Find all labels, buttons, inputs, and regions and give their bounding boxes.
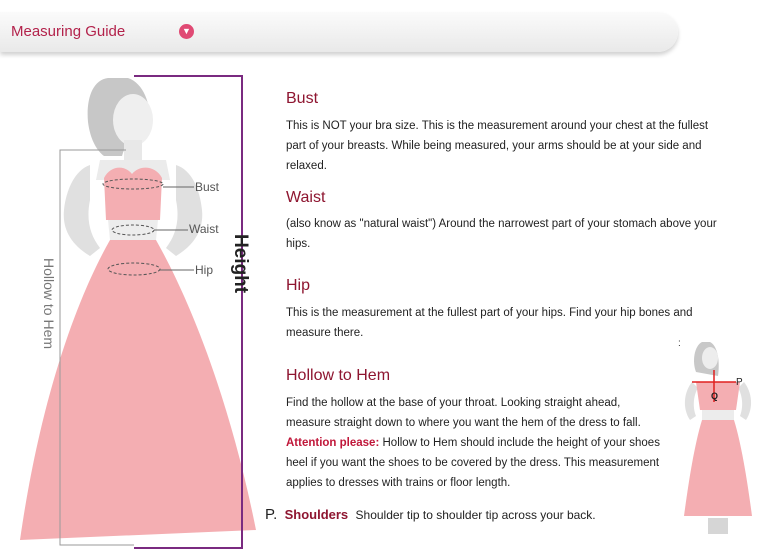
header-bar	[0, 12, 678, 52]
small-face-shape	[702, 347, 718, 369]
hip-title: Hip	[286, 277, 311, 294]
header-title: Measuring Guide	[11, 23, 126, 40]
small-dress-figure	[678, 336, 768, 536]
waist-shape	[108, 220, 158, 240]
shoulders-text: Shoulder tip to shoulder tip across your back.	[355, 508, 596, 522]
arms-shape-right	[166, 165, 202, 256]
waist-title: Waist	[286, 189, 326, 206]
hollow-text: Find the hollow at the base of your throat. Looking straight ahead, measure straight down to where you want the hem of the dress to fall.	[286, 397, 641, 429]
chevron-down-icon[interactable]: ▼	[179, 24, 194, 39]
q-label: Q	[711, 391, 719, 401]
shoulders-line	[265, 506, 596, 523]
stray-mark: :	[678, 338, 681, 349]
hollow-text-block	[286, 393, 666, 493]
p-label: P	[736, 377, 743, 388]
attention-label: Attention please:	[286, 437, 380, 449]
shoulders-title: Shoulders	[284, 507, 349, 522]
small-skirt	[684, 420, 752, 516]
small-arms-shape	[685, 382, 698, 420]
hollow-title: Hollow to Hem	[286, 367, 391, 384]
face-shape	[113, 94, 153, 146]
bodice-shape	[104, 168, 162, 220]
arms-shape	[64, 165, 100, 256]
small-shoes	[708, 518, 728, 534]
small-waist	[702, 410, 734, 420]
hollow-to-hem-label: Hollow to Hem	[41, 258, 57, 350]
shoulders-marker: P.	[265, 506, 278, 523]
bust-title: Bust	[286, 90, 319, 107]
hip-text: This is the measurement at the fullest part of your hips. Find your hip bones and measure there.	[286, 307, 693, 339]
attention-text: Hollow to Hem should include the height of your shoes heel if you want the shoes to be covered by the dress. This measurement applies to dresses with trains or floor length.	[286, 437, 660, 489]
neck-shape	[124, 140, 142, 160]
bust-label: Bust	[195, 180, 220, 194]
hip-label: Hip	[195, 263, 214, 277]
bust-text: This is NOT your bra size. This is the measurement around your chest at the fullest part of your breasts. While being measured, your arms should be at your side and relaxed.	[286, 120, 709, 172]
height-label: Height	[230, 234, 251, 294]
waist-label: Waist	[189, 222, 219, 236]
waist-text: (also know as "natural waist") Around the narrowest part of your stomach above your hips.	[286, 218, 717, 250]
dress-figure	[0, 70, 270, 550]
